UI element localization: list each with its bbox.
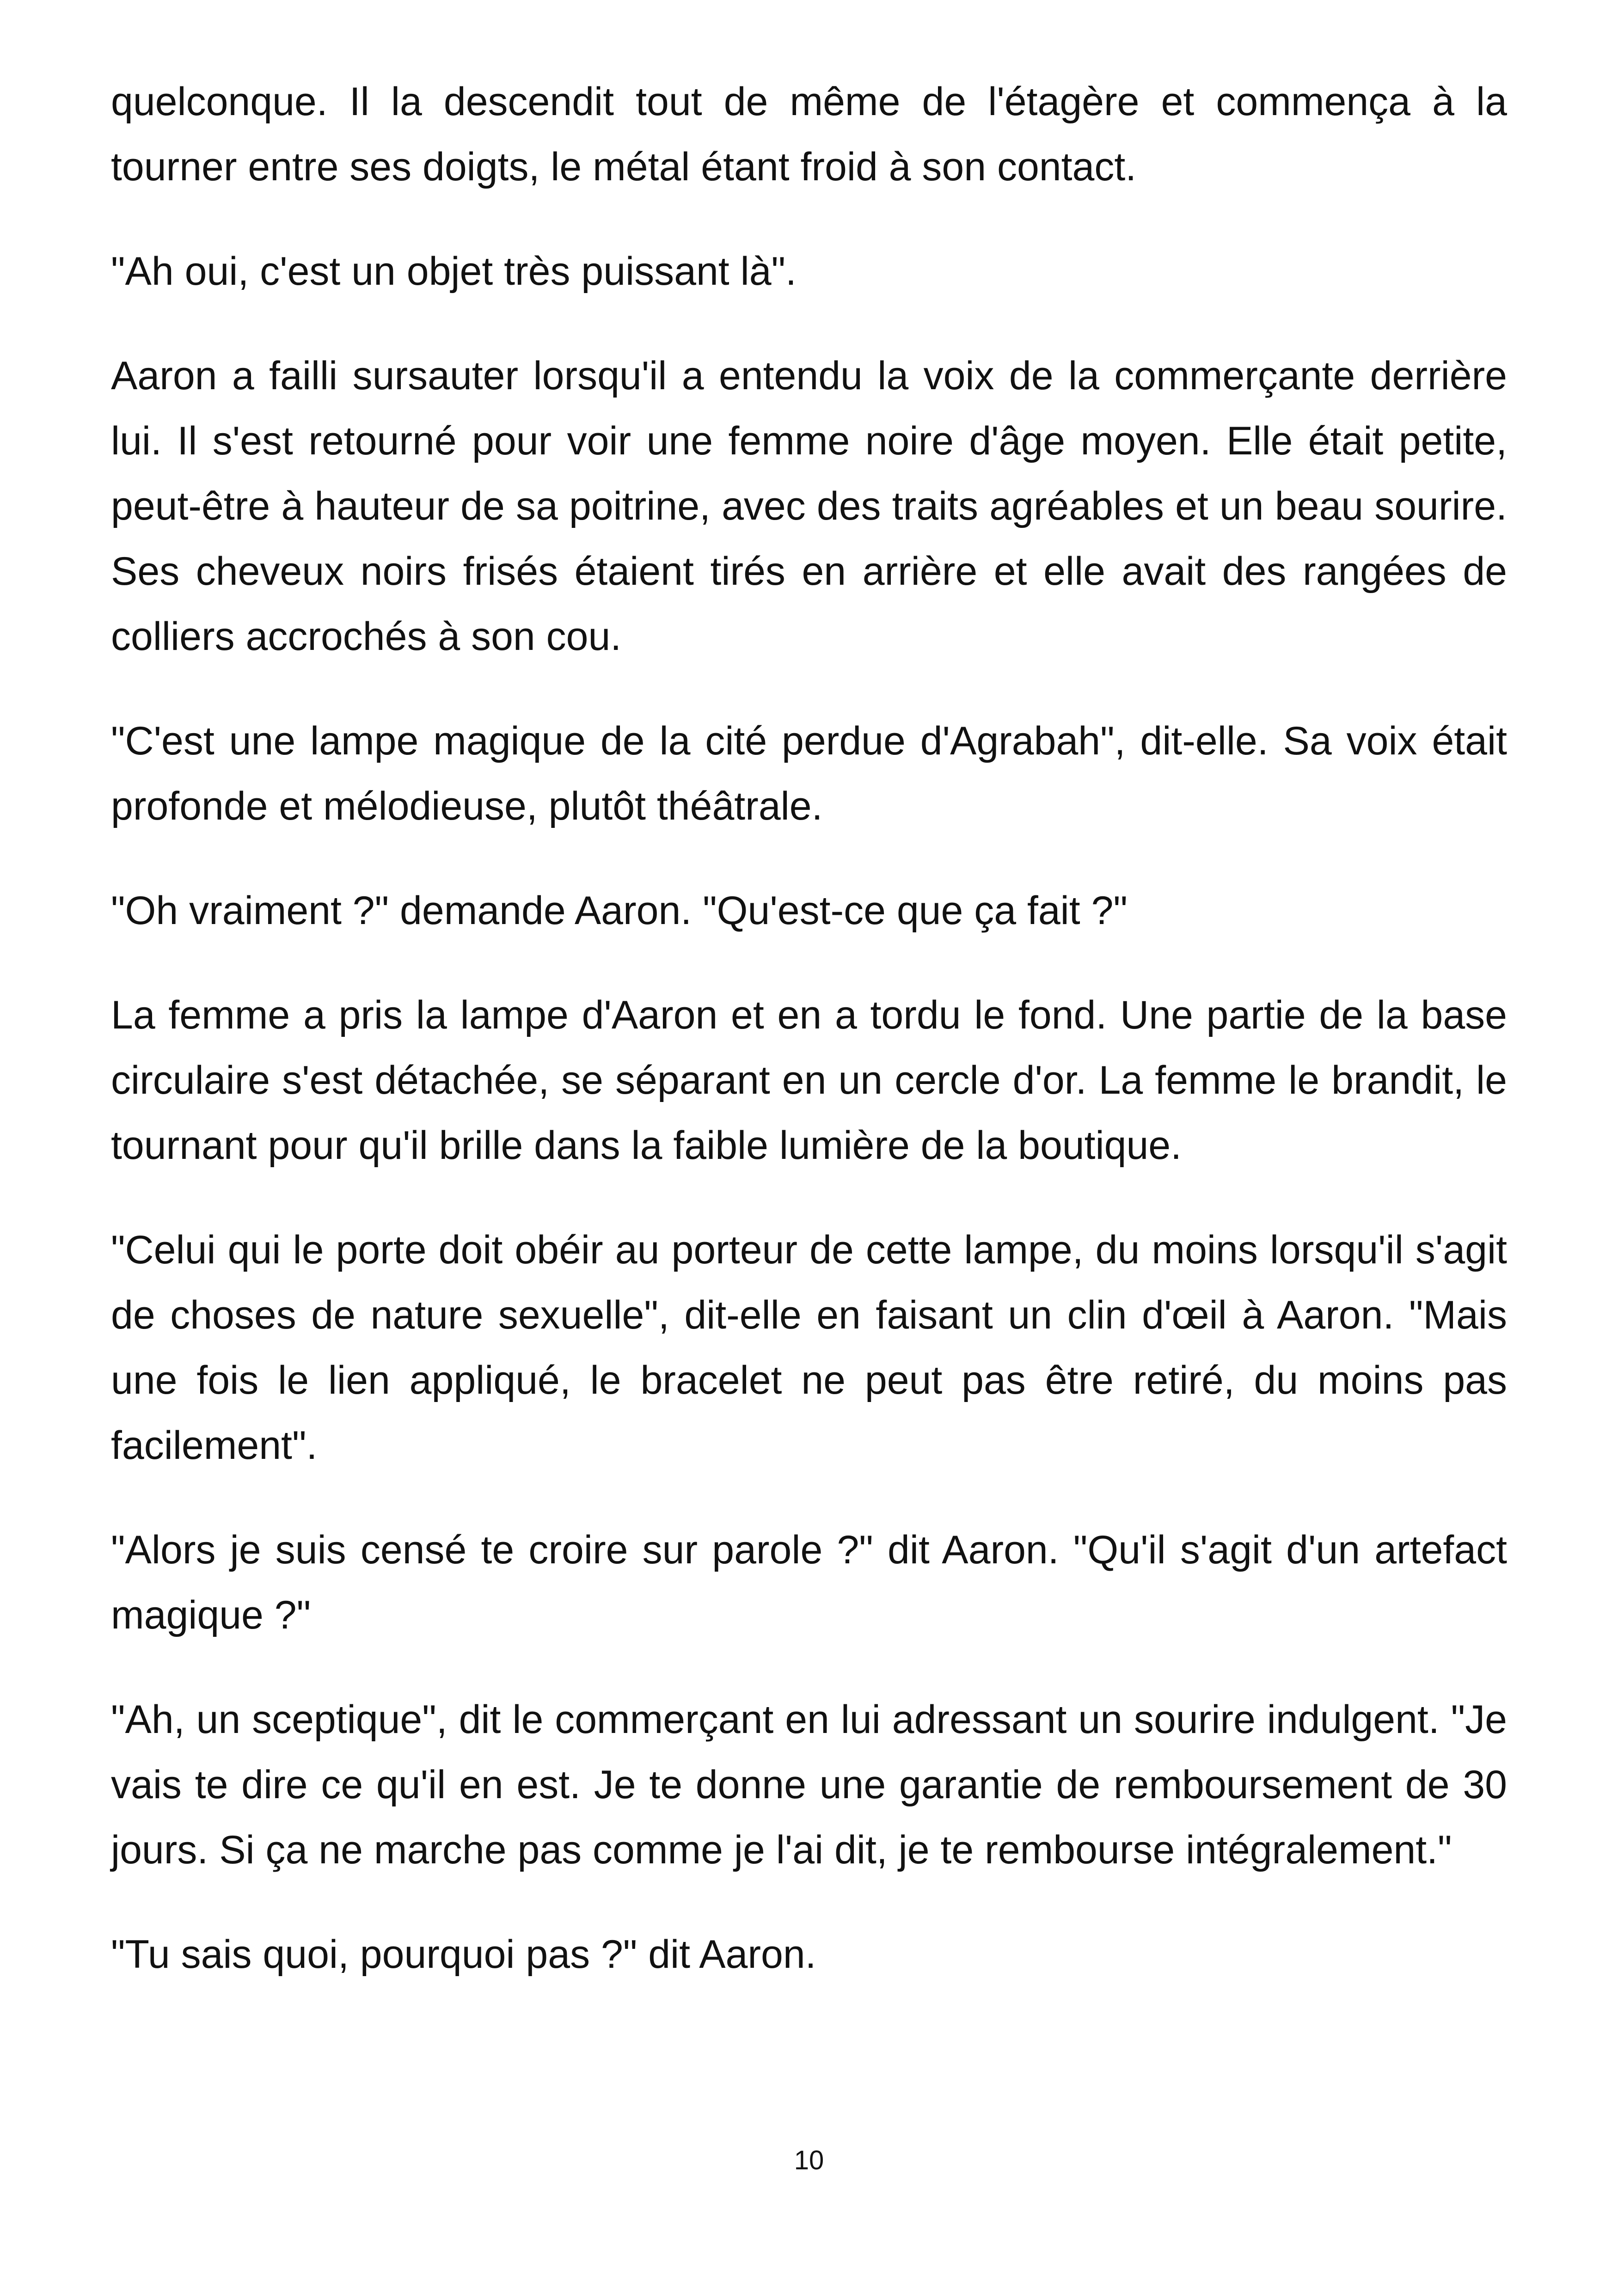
paragraph-10: "Tu sais quoi, pourquoi pas ?" dit Aaron. <box>111 1932 816 1977</box>
page-number: 10 <box>794 2145 824 2175</box>
paragraph-1: quelconque. Il la descendit tout de même de l'étagère et commença à la tourner entre ses doigts, le métal étant froid à son contact. <box>111 80 1507 189</box>
paragraph-4: "C'est une lampe magique de la cité perdue d'Agrabah", dit-elle. Sa voix était profonde et mélodieuse, plutôt théâtrale. <box>111 719 1507 828</box>
paragraph-3: Aaron a failli sursauter lorsqu'il a entendu la voix de la commerçante derrière lui. Il s'est retourné pour voir une femme noire d'âge moyen. Elle était petite, peut-être à hauteur de sa poitrine, avec des traits agréables et un beau sourire. Ses cheveux noirs frisés étaient tirés en arrière et elle avait des rangées de colliers accrochés à son cou. <box>111 354 1507 659</box>
body-text <box>111 69 1507 2027</box>
paragraph-9: "Ah, un sceptique", dit le commerçant en lui adressant un sourire indulgent. "Je vais te dire ce qu'il en est. Je te donne une garantie de remboursement de 30 jours. Si ça ne marche pas comme je l'ai dit, je te rembourse intégralement." <box>111 1697 1507 1872</box>
paragraph-2: "Ah oui, c'est un objet très puissant là". <box>111 249 797 294</box>
paragraph-8: "Alors je suis censé te croire sur parole ?" dit Aaron. "Qu'il s'agit d'un artefact magique ?" <box>111 1528 1507 1637</box>
paragraph-6: La femme a pris la lampe d'Aaron et en a tordu le fond. Une partie de la base circulaire s'est détachée, se séparant en un cercle d'or. La femme le brandit, le tournant pour qu'il brille dans la faible lumière de la boutique. <box>111 993 1507 1168</box>
paragraph-5: "Oh vraiment ?" demande Aaron. "Qu'est-ce que ça fait ?" <box>111 888 1128 933</box>
paragraph-7: "Celui qui le porte doit obéir au porteur de cette lampe, du moins lorsqu'il s'agit de choses de nature sexuelle", dit-elle en faisant un clin d'œil à Aaron. "Mais une fois le lien appliqué, le bracelet ne peut pas être retiré, du moins pas facilement". <box>111 1228 1507 1468</box>
